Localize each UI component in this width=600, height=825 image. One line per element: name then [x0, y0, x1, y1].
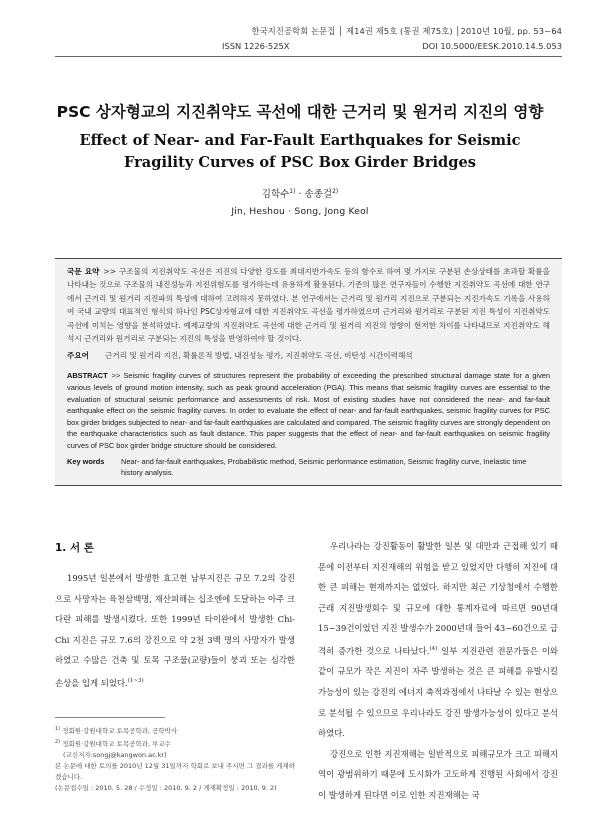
title-korean: PSC 상자형교의 지진취약도 곡선에 대한 근거리 및 원거리 지진의 영향	[56, 103, 544, 121]
abstract-english	[55, 366, 562, 451]
author-2: 송종걸	[304, 189, 333, 200]
keywords-korean-label: 주요어	[67, 351, 90, 361]
paragraph-text-tail: 일부 지진관련 전문가들은 이와 같이 규모가 작은 지진이 자주 발생하는 것은 큰 피해를 유발시킬 가능성이 있는 강진의 에너지 축적과정에서 나타날 수 있는 현상으로 분석될 수 있으므로 우리나라도 강진 발생가능성이 있다고 분석하였다.	[318, 645, 558, 739]
footnote-2	[55, 737, 300, 750]
journal-header: 한국지진공학회 논문집 │ 제14권 제5호 (통권 제75호) │2010년 10월, pp. 53~64	[251, 26, 562, 36]
abstract-korean-label: 국문 요약	[67, 267, 100, 276]
keywords-english-label: Key words	[67, 456, 105, 466]
keywords-english	[55, 452, 562, 485]
left-column-body	[55, 568, 295, 693]
keywords-korean	[55, 345, 562, 366]
paragraph-text: 강진으로 인한 지진재해는 일반적으로 피해규모가 크고 피해지역이 광범위하기 때문에 도시화가 고도하게 진행된 사회에서 강진이 발생하게 된다면 이로 인한 지진재해는 국	[318, 748, 558, 800]
footnote-dates: (논문접수일 : 2010. 5. 28 / 수정일 : 2010. 9. 2 / 게재확정일 : 2010. 9. 2)	[55, 784, 277, 793]
paragraph-text: 우리나라는 강진활동이 활발한 일본 및 대만과 근접해 있기 때문에 이전부터 지진재해의 위험을 받고 있었지만 다행히 지진에 대한 큰 피해는 현재까지는 없었다. 하지만 최근 기상청에서 수행한 근래 지진발생회수 및 규모에 대한 통계자료에 따르면 90년대 15~39건이었던 지진 발생수가 2000년대 들어 43~60건으로 급격히 증가한 것으로 나타났다.	[318, 541, 558, 656]
footnote-1	[55, 724, 300, 737]
title-english	[0, 130, 600, 174]
section-heading: 1. 서 론	[55, 542, 94, 554]
footnotes	[55, 724, 300, 794]
issn: ISSN 1226-525X	[222, 41, 290, 51]
abstract-box	[55, 258, 562, 486]
authors-korean	[0, 186, 600, 200]
footnote-discussion: 본 논문에 대한 토의를 2010년 12월 31일까지 학회로 보내 주시면 그 결과를 게재하겠습니다.	[55, 762, 295, 782]
abstract-english-text: >> Seismic fragility curves of structures represent the probability of exceeding the prescribed structural damage state for a given various levels of ground motion intensity, such as peak ground acceleration (PGA). This means that seismic fragility curves are essential to the evaluation of structural seismic performance and assessments of risk. Most of existing studies have not considered the near- and far-fault earthquake effect on the seismic fragility curves. In order to evaluate the effect of near- and far-fault earthquakes, seismic fragility curves for PSC box girder bridges subjected to near- and far-fault earthquakes are calculated and compared. The seismic fragility curves are strongly dependent on the earthquake characteristics such as fault distance. This paper suggests that the effect of near- and far-fault earthquakes on seismic fragility curves of PSC box girder bridge structure should be considered.	[67, 371, 550, 450]
authors-english: Jin, Heshou · Song, Jong Keol	[231, 206, 369, 217]
title-english-line-2: Fragility Curves of PSC Box Girder Bridges	[124, 154, 476, 171]
footnote-rule	[55, 717, 165, 718]
paragraph	[55, 568, 295, 693]
keywords-english-text: Near- and far-fault earthquakes, Probabilistic method, Seismic performance estimation, Seismic fragility curve, Inelastic time history analysis.	[121, 456, 527, 478]
paragraph	[318, 536, 558, 744]
title-english-line-1: Effect of Near- and Far-Fault Earthquakes for Seismic	[79, 132, 521, 149]
right-column-body	[318, 536, 558, 806]
paragraph	[318, 744, 558, 806]
footnote-1-sup: 1)	[55, 726, 61, 732]
citation-ref: (4)	[429, 645, 438, 652]
citation-ref: (1~3)	[127, 677, 144, 684]
header-rule	[55, 56, 562, 57]
author-1-sup: 1)	[289, 187, 296, 195]
author-separator: ·	[295, 189, 305, 200]
author-1: 김학수	[261, 189, 290, 200]
author-2-sup: 2)	[332, 187, 339, 195]
footnote-2-text: 정회원·강원대학교 토목공학과, 부교수	[62, 740, 171, 749]
footnote-1-text: 정회원·강원대학교 토목공학과, 공학박사	[62, 727, 178, 736]
abstract-korean-text: >> 구조물의 지진취약도 곡선은 지진의 다양한 강도를 최대지반가속도 등의 함수로 하여 몇 가지로 구분된 손상상태를 초과할 확률을 나타내는 것으로 구조물의 내진성능과 지진위험도를 평가하는데 유용하게 활용된다. 기존의 많은 연구자들이 수행한 지진취약도 곡선에 대한 연구에서 근거리 및 원거리 지진파의 특성에 대하여 고려하지 못하였다. 본 연구에서는 근거리 및 원거리 지진으로 구분되는 지진가속도 기록을 사용하여 국내 교량의 대표적인 형식의 하나인 PSC상자형교에 대한 지진취약도 곡선을 평가하였으며 근거리와 원거리로 구분된 지진 특성이 지진취약도 곡선에 미치는 영향을 분석하였다. 예제교량의 지진취약도 곡선에 대한 근거리 및 원거리 지진의 영향이 현저한 차이를 나타내므로 지진취약도 해석시 근거리와 원거리로 구분되는 지진의 특성을 반영하여야 할 것이다.	[67, 267, 550, 344]
abstract-english-label: ABSTRACT	[67, 371, 108, 381]
footnote-2-sup: 2)	[55, 739, 61, 746]
doi: DOI 10.5000/EESK.2010.14.5.053	[422, 41, 562, 51]
footnote-email: (교신저자:songj@kangwon.ac.kr)	[63, 751, 167, 760]
abstract-korean	[55, 259, 562, 345]
paragraph-text: 1995년 일본에서 발생한 효고현 남부지진은 규모 7.2의 강진으로 사망자는 육천삼백명, 재산피해는 십조엔에 도달하는 아주 크다란 피해를 발생시켰다. 또한 1999년 타이완에서 발생한 Chi-Chi 지진은 규모 7.6의 강진으로 약 2천 3백 명의 사망자가 발생하였고 수많은 건축 및 토목 구조물(교량)들이 붕괴 또는 심각한 손상을 입게 되었다.	[55, 573, 295, 688]
keywords-korean-text: 근거리 및 원거리 지진, 확률론적 방법, 내진성능 평가, 지진취약도 곡선, 비탄성 시간이력해석	[105, 351, 413, 361]
